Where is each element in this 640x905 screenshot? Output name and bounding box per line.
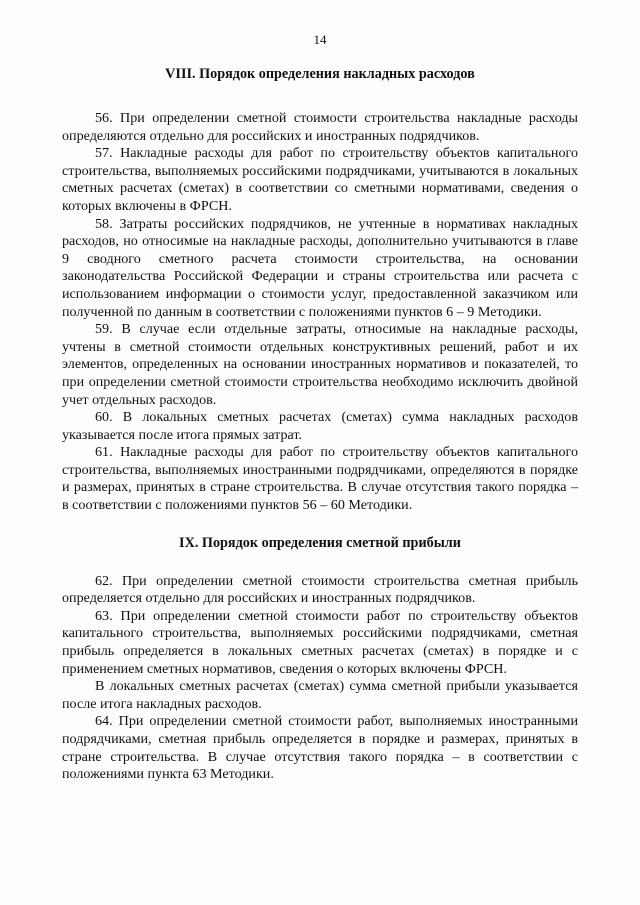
paragraph-60: 60. В локальных сметных расчетах (сметах) сумма накладных расходов указывается после итога прямых затрат. [62,409,578,443]
section-body-profit [62,573,578,784]
page-number: 14 [313,32,327,47]
section-title-profit: IX. Порядок определения сметной прибыли [179,534,461,551]
paragraph-62: 62. При определении сметной стоимости строительства сметная прибыль определяется отдельно для российских и иностранных подрядчиков. [62,572,578,607]
paragraph-57: 57. Накладные расходы для работ по строительству объектов капитального строительства, выполняемых российскими подрядчиками, учитываются в локальных сметных расчетах (сметах) в соответствии со сметными нормативами, сведения о которых включены в ФРСН. [62,145,578,214]
section-body-overhead [62,110,578,515]
paragraph-64: 64. При определении сметной стоимости работ, выполняемых иностранными подрядчиками, сметная прибыль определяется в порядке и размерах, принятых в стране строительства. В случае отсутствия такого порядка – в соответствии с положениями пункта 63 Методики. [62,713,578,783]
paragraph-58: 58. Затраты российских подрядчиков, не учтенные в нормативах накладных расходов, но относимые на накладные расходы, дополнительно учитываются в главе 9 сводного сметного расчета стоимости строительства, на основании законодательства Российской Федерации и страны строительства или расчета с использованием информации о стоимости услуг, предоставленной заказчиком или полученной по данным в соответствии с положениями пунктов 6 – 9 Методики. [62,215,578,320]
paragraph-63: 63. При определении сметной стоимости работ по строительству объектов капитального строительства, выполняемых российскими подрядчиками, сметная прибыль определяется в локальных сметных расчетах (сметах) в порядке и с применением сметных нормативов, сведения о которых включены ФРСН. [62,607,578,677]
section-title-overhead: VIII. Порядок определения накладных расходов [165,66,475,82]
paragraph-56: 56. При определении сметной стоимости строительства накладные расходы определяются отдельно для российских и иностранных подрядчиков. [62,110,578,144]
paragraph-61: 61. Накладные расходы для работ по строительству объектов капитального строительства, выполняемых иностранными подрядчиками, определяются в порядке и размерах, принятых в стране строительства. В случае отсутствия такого порядка – в соответствии с положениями пунктов 56 – 60 Методики. [62,444,578,514]
paragraph-63-note: В локальных сметных расчетах (сметах) сумма сметной прибыли указывается после итога накладных расходов. [62,678,578,712]
paragraph-59: 59. В случае если отдельные затраты, относимые на накладные расходы, учтены в сметной стоимости отдельных конструктивных решений, работ и их элементов, определенных на основании иностранных нормативов и показателей, то при определении сметной стоимости строительства необходимо исключить двойной учет отдельных расходов. [62,321,578,408]
